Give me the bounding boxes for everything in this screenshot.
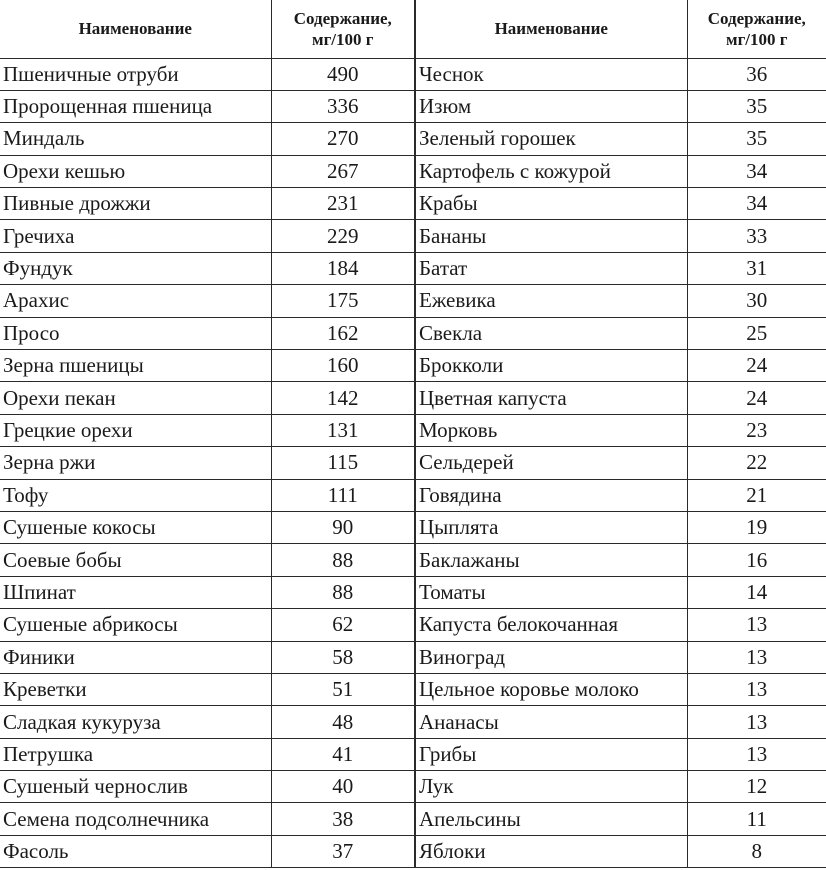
left-content-value: 270 [271, 123, 415, 155]
right-content-value: 14 [687, 576, 826, 608]
left-content-value: 142 [271, 382, 415, 414]
left-product-name: Грецкие орехи [0, 414, 271, 446]
right-name-header: Наименование [415, 0, 687, 58]
table-row [0, 252, 826, 284]
left-content-value: 41 [271, 738, 415, 770]
table-row [0, 511, 826, 543]
table-row [0, 155, 826, 187]
left-product-name: Финики [0, 641, 271, 673]
right-product-name: Лук [415, 771, 687, 803]
left-content-value: 37 [271, 835, 415, 867]
left-product-name: Миндаль [0, 123, 271, 155]
left-product-name: Пивные дрожжи [0, 188, 271, 220]
right-product-name: Цельное коровье молоко [415, 673, 687, 705]
left-product-name: Петрушка [0, 738, 271, 770]
left-content-value: 267 [271, 155, 415, 187]
table-body [0, 58, 826, 868]
left-content-value: 88 [271, 544, 415, 576]
left-content-value: 88 [271, 576, 415, 608]
left-content-value: 229 [271, 220, 415, 252]
left-product-name: Сушеный чернослив [0, 771, 271, 803]
table-row [0, 188, 826, 220]
table-row [0, 706, 826, 738]
right-content-header-line1: Содержание, [707, 8, 806, 28]
left-product-name: Пророщенная пшеница [0, 90, 271, 122]
table-row [0, 220, 826, 252]
right-content-value: 34 [687, 188, 826, 220]
left-content-value: 51 [271, 673, 415, 705]
table-row [0, 738, 826, 770]
table-row [0, 771, 826, 803]
right-content-value: 35 [687, 123, 826, 155]
right-product-name: Говядина [415, 479, 687, 511]
left-content-value: 58 [271, 641, 415, 673]
right-content-value: 24 [687, 382, 826, 414]
table-row [0, 835, 826, 867]
right-content-value: 21 [687, 479, 826, 511]
table-row [0, 90, 826, 122]
left-content-value: 131 [271, 414, 415, 446]
left-content-value: 184 [271, 252, 415, 284]
table-row [0, 350, 826, 382]
table-row [0, 609, 826, 641]
table-row [0, 803, 826, 835]
left-product-name: Зерна ржи [0, 447, 271, 479]
left-content-value: 111 [271, 479, 415, 511]
right-content-value: 13 [687, 609, 826, 641]
right-content-value: 31 [687, 252, 826, 284]
right-content-header [687, 0, 826, 58]
right-product-name: Ананасы [415, 706, 687, 738]
left-product-name: Гречиха [0, 220, 271, 252]
left-product-name: Сушеные абрикосы [0, 609, 271, 641]
left-content-value: 231 [271, 188, 415, 220]
right-content-value: 12 [687, 771, 826, 803]
left-product-name: Просо [0, 317, 271, 349]
left-content-value: 162 [271, 317, 415, 349]
right-product-name: Чеснок [415, 58, 687, 90]
right-product-name: Картофель с кожурой [415, 155, 687, 187]
left-content-value: 90 [271, 511, 415, 543]
left-content-header [271, 0, 415, 58]
left-product-name: Шпинат [0, 576, 271, 608]
right-content-value: 16 [687, 544, 826, 576]
left-product-name: Арахис [0, 285, 271, 317]
table-row [0, 317, 826, 349]
left-content-header-line2: мг/100 г [312, 29, 374, 49]
right-product-name: Виноград [415, 641, 687, 673]
table-row [0, 673, 826, 705]
left-product-name: Сушеные кокосы [0, 511, 271, 543]
left-content-value: 48 [271, 706, 415, 738]
right-content-value: 11 [687, 803, 826, 835]
right-content-value: 30 [687, 285, 826, 317]
left-content-value: 62 [271, 609, 415, 641]
right-content-value: 19 [687, 511, 826, 543]
right-product-name: Грибы [415, 738, 687, 770]
right-content-value: 25 [687, 317, 826, 349]
left-content-value: 40 [271, 771, 415, 803]
right-content-value: 13 [687, 738, 826, 770]
left-content-value: 175 [271, 285, 415, 317]
left-product-name: Соевые бобы [0, 544, 271, 576]
right-product-name: Зеленый горошек [415, 123, 687, 155]
table-row [0, 58, 826, 90]
right-product-name: Крабы [415, 188, 687, 220]
right-product-name: Апельсины [415, 803, 687, 835]
right-product-name: Цветная капуста [415, 382, 687, 414]
header-row [0, 0, 826, 58]
right-content-value: 36 [687, 58, 826, 90]
left-product-name: Сладкая кукуруза [0, 706, 271, 738]
left-name-header: Наименование [0, 0, 271, 58]
left-content-value: 38 [271, 803, 415, 835]
left-product-name: Тофу [0, 479, 271, 511]
right-product-name: Морковь [415, 414, 687, 446]
right-product-name: Брокколи [415, 350, 687, 382]
right-product-name: Ежевика [415, 285, 687, 317]
right-content-value: 8 [687, 835, 826, 867]
right-product-name: Яблоки [415, 835, 687, 867]
right-content-value: 23 [687, 414, 826, 446]
left-product-name: Семена подсолнечника [0, 803, 271, 835]
right-content-value: 35 [687, 90, 826, 122]
right-product-name: Сельдерей [415, 447, 687, 479]
table-row [0, 382, 826, 414]
table-row [0, 544, 826, 576]
right-content-value: 22 [687, 447, 826, 479]
left-content-value: 336 [271, 90, 415, 122]
left-product-name: Пшеничные отруби [0, 58, 271, 90]
table-row [0, 576, 826, 608]
left-product-name: Фасоль [0, 835, 271, 867]
right-content-value: 34 [687, 155, 826, 187]
left-content-value: 115 [271, 447, 415, 479]
table-row [0, 414, 826, 446]
right-product-name: Батат [415, 252, 687, 284]
table-row [0, 479, 826, 511]
table-row [0, 641, 826, 673]
left-content-value: 160 [271, 350, 415, 382]
left-content-value: 490 [271, 58, 415, 90]
table-row [0, 285, 826, 317]
right-product-name: Баклажаны [415, 544, 687, 576]
left-product-name: Орехи кешью [0, 155, 271, 187]
right-product-name: Изюм [415, 90, 687, 122]
right-content-value: 33 [687, 220, 826, 252]
right-product-name: Томаты [415, 576, 687, 608]
right-product-name: Бананы [415, 220, 687, 252]
right-content-value: 13 [687, 641, 826, 673]
right-content-value: 24 [687, 350, 826, 382]
right-product-name: Капуста белокочанная [415, 609, 687, 641]
right-product-name: Свекла [415, 317, 687, 349]
table-row [0, 447, 826, 479]
left-product-name: Зерна пшеницы [0, 350, 271, 382]
right-content-value: 13 [687, 706, 826, 738]
left-product-name: Фундук [0, 252, 271, 284]
table-row [0, 123, 826, 155]
left-product-name: Орехи пекан [0, 382, 271, 414]
left-product-name: Креветки [0, 673, 271, 705]
right-content-header-line2: мг/100 г [726, 29, 788, 49]
left-content-header-line1: Содержание, [293, 8, 392, 28]
right-content-value: 13 [687, 673, 826, 705]
right-product-name: Цыплята [415, 511, 687, 543]
